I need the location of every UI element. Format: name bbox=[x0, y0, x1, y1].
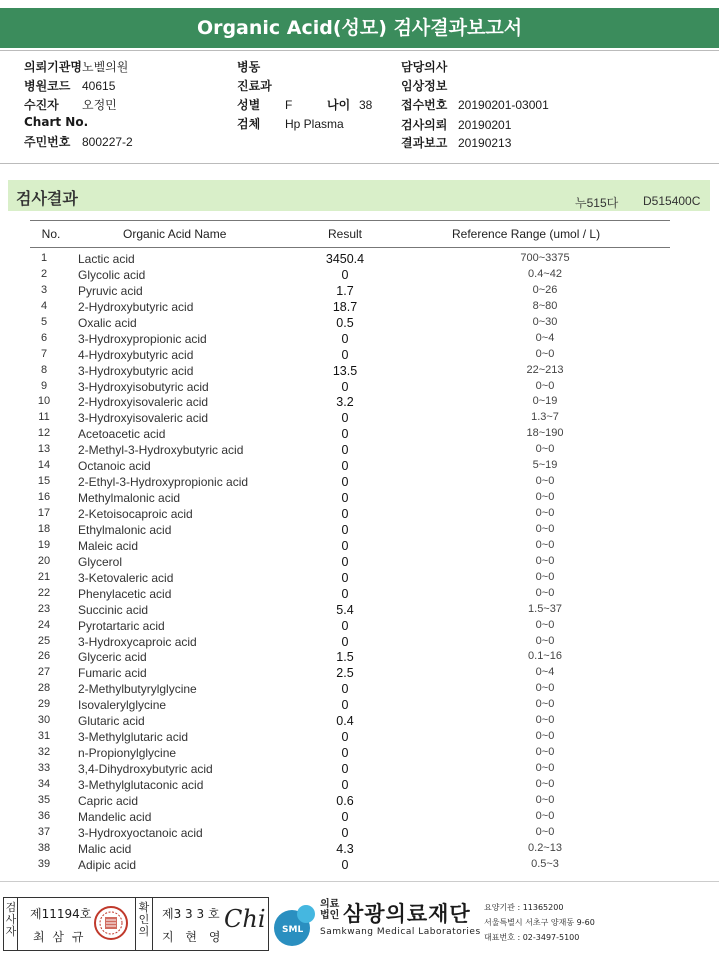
col-header-name: Organic Acid Name bbox=[123, 227, 227, 241]
org-name: 삼광의료재단 bbox=[343, 902, 471, 926]
row-no: 17 bbox=[37, 507, 51, 519]
row-reference-range: 0~0 bbox=[535, 698, 555, 711]
sex-value: F bbox=[285, 98, 293, 112]
row-result: 0 bbox=[341, 586, 349, 601]
row-result: 0 bbox=[341, 746, 349, 761]
row-no: 22 bbox=[37, 586, 51, 599]
row-result: 0 bbox=[341, 347, 349, 362]
row-no: 12 bbox=[37, 427, 51, 440]
ward-label-text: 병동 bbox=[237, 60, 261, 74]
confirmer-label: 확 인 의 bbox=[138, 901, 150, 938]
row-no: 13 bbox=[37, 443, 51, 456]
row-reference-range: 18~190 bbox=[526, 427, 564, 440]
row-no: 8 bbox=[40, 363, 48, 376]
row-acid-name: 3-Hydroxyisobutyric acid bbox=[78, 379, 209, 394]
row-no: 28 bbox=[37, 682, 51, 695]
row-no: 35 bbox=[37, 793, 51, 806]
row-acid-name: Phenylacetic acid bbox=[78, 586, 172, 601]
row-no: 11 bbox=[38, 411, 50, 424]
row-reference-range: 0~0 bbox=[535, 347, 555, 360]
table-row bbox=[0, 393, 719, 409]
row-reference-range: 0~30 bbox=[532, 315, 558, 328]
row-no: 15 bbox=[37, 475, 51, 488]
row-result: 0 bbox=[341, 682, 349, 697]
table-row bbox=[0, 856, 719, 872]
col-header-result: Result bbox=[327, 227, 362, 241]
row-reference-range: 0~0 bbox=[535, 379, 555, 392]
row-no: 29 bbox=[37, 698, 51, 711]
row-result: 2.5 bbox=[336, 666, 354, 681]
table-row bbox=[0, 282, 719, 298]
row-acid-name: Ethylmalonic acid bbox=[78, 522, 172, 537]
row-reference-range: 0~4 bbox=[535, 331, 555, 344]
examiner-name: 최 삼 규 bbox=[33, 930, 86, 944]
col-header-ref: Reference Range (umol / L) bbox=[452, 227, 601, 241]
resident-no-value: 800227-2 bbox=[82, 135, 133, 149]
row-reference-range: 0~0 bbox=[535, 793, 555, 806]
row-reference-range: 0~0 bbox=[535, 507, 555, 519]
row-acid-name: Capric acid bbox=[78, 793, 139, 808]
row-acid-name: Methylmalonic acid bbox=[78, 491, 181, 506]
table-row bbox=[0, 409, 719, 425]
header-field-specimen bbox=[237, 115, 344, 132]
row-result: 0 bbox=[341, 762, 349, 776]
table-row bbox=[0, 266, 719, 282]
row-reference-range: 0~0 bbox=[535, 554, 555, 567]
table-row bbox=[0, 473, 719, 489]
report-label: 결과보고 bbox=[401, 136, 448, 150]
row-result: 1.5 bbox=[336, 650, 354, 665]
header-field-sex bbox=[237, 96, 372, 113]
row-result: 0 bbox=[341, 730, 349, 745]
row-result: 18.7 bbox=[332, 299, 358, 314]
row-acid-name: Pyrotartaric acid bbox=[78, 618, 165, 633]
results-table-body bbox=[0, 250, 719, 872]
receipt-value: 20190201-03001 bbox=[458, 98, 549, 112]
row-no: 34 bbox=[37, 777, 51, 790]
row-result: 0 bbox=[341, 825, 349, 840]
row-reference-range: 700~3375 bbox=[520, 252, 570, 264]
col-header-no: No. bbox=[41, 227, 61, 241]
institution-number: 요양기관 : 11365200 bbox=[484, 903, 564, 912]
row-no: 20 bbox=[37, 554, 51, 567]
row-reference-range: 0~0 bbox=[535, 586, 555, 599]
table-row bbox=[0, 601, 719, 617]
row-reference-range: 0~26 bbox=[532, 283, 558, 296]
row-result: 0 bbox=[341, 331, 349, 346]
resident-no-label: 주민번호 bbox=[24, 135, 71, 149]
row-no: 6 bbox=[40, 331, 48, 344]
table-bottom-rule bbox=[0, 881, 719, 882]
row-result: 0 bbox=[341, 777, 349, 792]
row-reference-range: 0~0 bbox=[535, 714, 555, 727]
row-reference-range: 0~0 bbox=[535, 682, 555, 695]
confirmer-id: 제3 3 3 호 bbox=[162, 907, 220, 921]
examiner-id: 제11194호 bbox=[30, 907, 92, 921]
report-title: Organic Acid(성모) 검사결과보고서 bbox=[0, 8, 719, 48]
row-result: 0 bbox=[341, 475, 349, 490]
age-label: 나이 bbox=[327, 98, 351, 112]
row-no: 5 bbox=[40, 315, 48, 328]
row-result: 0 bbox=[341, 459, 349, 474]
row-result: 0 bbox=[341, 698, 349, 713]
row-no: 7 bbox=[40, 347, 48, 360]
row-acid-name: 2-Ethyl-3-Hydroxypropionic acid bbox=[78, 475, 249, 490]
table-row bbox=[0, 760, 719, 776]
row-reference-range: 0.2~13 bbox=[528, 841, 562, 854]
sig-divider-2 bbox=[135, 897, 136, 951]
table-row bbox=[0, 330, 719, 346]
row-result: 4.3 bbox=[336, 841, 354, 856]
row-reference-range: 0~0 bbox=[535, 809, 555, 822]
sml-logo-text: SML bbox=[282, 925, 304, 935]
patient-value: 오정민 bbox=[82, 98, 117, 112]
row-reference-range: 0~0 bbox=[535, 570, 555, 583]
table-row bbox=[0, 441, 719, 457]
table-row bbox=[0, 346, 719, 362]
row-reference-range: 0~0 bbox=[535, 730, 555, 743]
doctor-label bbox=[401, 58, 447, 75]
header-field-report bbox=[401, 134, 511, 151]
header-divider bbox=[0, 163, 719, 164]
row-acid-name: Maleic acid bbox=[78, 538, 139, 553]
row-reference-range: 0~0 bbox=[535, 618, 555, 631]
row-result: 0 bbox=[341, 618, 349, 633]
table-header-rule bbox=[30, 247, 670, 248]
row-no: 9 bbox=[40, 379, 48, 392]
row-acid-name: Glyceric acid bbox=[78, 650, 147, 665]
table-row bbox=[0, 664, 719, 680]
row-reference-range: 22~213 bbox=[526, 363, 564, 376]
header-field-institution bbox=[24, 58, 128, 75]
row-reference-range: 1.5~37 bbox=[528, 602, 562, 615]
row-reference-range: 0~0 bbox=[535, 762, 555, 774]
row-no: 18 bbox=[37, 522, 51, 535]
row-reference-range: 0~0 bbox=[535, 746, 555, 759]
row-result: 0.5 bbox=[336, 315, 354, 330]
signature: Chi bbox=[224, 905, 266, 933]
row-reference-range: 0~0 bbox=[535, 825, 555, 838]
row-result: 0 bbox=[341, 411, 349, 426]
specimen-value: Hp Plasma bbox=[285, 117, 344, 131]
org-phone: 대표번호 : 02-3497-5100 bbox=[484, 933, 580, 942]
table-row bbox=[0, 712, 719, 728]
row-result: 13.5 bbox=[332, 363, 358, 378]
sex-label: 성별 bbox=[237, 98, 261, 112]
row-no: 19 bbox=[37, 538, 51, 551]
row-acid-name: 3-Ketovaleric acid bbox=[78, 570, 174, 585]
org-prefix: 의료법인 bbox=[320, 899, 340, 921]
row-result: 0 bbox=[341, 570, 349, 585]
row-no: 38 bbox=[37, 841, 51, 854]
row-result: 0 bbox=[341, 809, 349, 824]
row-acid-name: Glycerol bbox=[78, 554, 123, 569]
row-result: 5.4 bbox=[336, 602, 354, 617]
row-acid-name: 2-Hydroxyisovaleric acid bbox=[78, 395, 209, 410]
header-field-resident-no bbox=[24, 133, 133, 150]
row-result: 0.6 bbox=[336, 793, 354, 808]
row-acid-name: Octanoic acid bbox=[78, 459, 151, 474]
row-no: 23 bbox=[37, 602, 51, 615]
table-row bbox=[0, 824, 719, 840]
seal-stamp-icon bbox=[93, 905, 129, 941]
row-reference-range: 0.1~16 bbox=[528, 650, 562, 663]
row-acid-name: 3,4-Dihydroxybutyric acid bbox=[78, 762, 213, 776]
row-reference-range: 0.4~42 bbox=[528, 267, 562, 280]
row-result: 0 bbox=[341, 554, 349, 569]
table-row bbox=[0, 457, 719, 473]
row-no: 39 bbox=[37, 857, 51, 870]
row-acid-name: 3-Hydroxybutyric acid bbox=[78, 363, 194, 378]
header-field-receipt bbox=[401, 96, 549, 113]
table-row bbox=[0, 505, 719, 521]
row-acid-name: Oxalic acid bbox=[78, 315, 137, 330]
row-acid-name: 2-Methylbutyrylglycine bbox=[78, 682, 197, 697]
row-acid-name: 3-Hydroxypropionic acid bbox=[78, 331, 207, 346]
row-acid-name: Malic acid bbox=[78, 841, 132, 856]
row-acid-name: 2-Ketoisocaproic acid bbox=[78, 507, 193, 521]
table-row bbox=[0, 489, 719, 505]
specimen-label: 검체 bbox=[237, 117, 261, 131]
row-no: 14 bbox=[37, 459, 51, 472]
row-acid-name: n-Propionylglycine bbox=[78, 746, 177, 761]
row-no: 24 bbox=[37, 618, 51, 631]
examiner-label: 검 사 자 bbox=[5, 901, 17, 938]
table-row bbox=[0, 585, 719, 601]
row-acid-name: 2-Methyl-3-Hydroxybutyric acid bbox=[78, 443, 244, 458]
table-row bbox=[0, 314, 719, 330]
row-reference-range: 0~0 bbox=[535, 475, 555, 488]
table-row bbox=[0, 680, 719, 696]
row-no: 10 bbox=[37, 395, 51, 408]
row-reference-range: 0.5~3 bbox=[531, 857, 559, 870]
row-result: 0 bbox=[341, 443, 349, 458]
row-acid-name: 3-Hydroxyoctanoic acid bbox=[78, 825, 203, 840]
row-result: 0 bbox=[341, 267, 349, 282]
row-no: 26 bbox=[37, 650, 51, 663]
row-acid-name: Acetoacetic acid bbox=[78, 427, 166, 442]
row-no: 30 bbox=[37, 714, 51, 727]
row-acid-name: Isovalerylglycine bbox=[78, 698, 167, 713]
row-no: 32 bbox=[37, 746, 51, 759]
test-code: D515400C bbox=[643, 194, 701, 208]
age-value: 38 bbox=[359, 98, 373, 112]
row-acid-name: 3-Methylglutaconic acid bbox=[78, 777, 204, 792]
row-no: 4 bbox=[40, 299, 48, 312]
table-row bbox=[0, 425, 719, 441]
row-result: 0 bbox=[341, 634, 349, 649]
row-no: 25 bbox=[37, 634, 51, 647]
request-value: 20190201 bbox=[458, 118, 512, 132]
row-acid-name: Adipic acid bbox=[78, 857, 137, 872]
sml-logo-icon bbox=[272, 900, 320, 948]
row-result: 3450.4 bbox=[325, 252, 365, 266]
row-reference-range: 0~0 bbox=[535, 522, 555, 535]
row-no: 27 bbox=[37, 666, 51, 679]
table-top-rule bbox=[30, 220, 670, 221]
header-field-hospital-code bbox=[24, 77, 115, 94]
row-reference-range: 5~19 bbox=[532, 459, 558, 472]
row-acid-name: 2-Hydroxybutyric acid bbox=[78, 299, 194, 314]
row-result: 0 bbox=[341, 857, 349, 872]
row-no: 33 bbox=[37, 762, 51, 774]
row-result: 0 bbox=[341, 427, 349, 442]
table-row bbox=[0, 633, 719, 649]
patient-label: 수진자 bbox=[24, 98, 59, 112]
row-reference-range: 0~4 bbox=[535, 666, 555, 679]
row-reference-range: 0~0 bbox=[535, 491, 555, 504]
row-result: 0.4 bbox=[336, 714, 354, 729]
row-reference-range: 0~0 bbox=[535, 538, 555, 551]
doctor-label-text: 담당의사 bbox=[401, 60, 448, 74]
row-acid-name: 4-Hydroxybutyric acid bbox=[78, 347, 194, 362]
request-label: 검사의뢰 bbox=[401, 118, 448, 132]
row-result: 0 bbox=[341, 538, 349, 553]
row-acid-name: Fumaric acid bbox=[78, 666, 147, 681]
row-acid-name: Mandelic acid bbox=[78, 809, 152, 824]
row-acid-name: Glutaric acid bbox=[78, 714, 145, 729]
row-reference-range: 0~19 bbox=[532, 395, 558, 408]
receipt-label: 접수번호 bbox=[401, 98, 448, 112]
table-row bbox=[0, 521, 719, 537]
table-row bbox=[0, 744, 719, 760]
table-row bbox=[0, 648, 719, 664]
row-no: 37 bbox=[37, 825, 51, 838]
row-acid-name: 3-Hydroxyisovaleric acid bbox=[78, 411, 209, 426]
row-reference-range: 8~80 bbox=[532, 299, 558, 312]
table-row bbox=[0, 776, 719, 792]
row-no: 2 bbox=[40, 267, 48, 280]
report-value: 20190213 bbox=[458, 136, 512, 150]
institution-value: 노벨의원 bbox=[82, 60, 129, 74]
ward-label bbox=[237, 58, 260, 75]
clinical-label-text: 임상정보 bbox=[401, 79, 448, 93]
results-section-title: 검사결과 bbox=[16, 189, 78, 208]
header-field-chart-no bbox=[24, 115, 89, 129]
header-field-patient bbox=[24, 96, 117, 113]
header-field-request bbox=[401, 116, 511, 133]
row-reference-range: 0~0 bbox=[535, 634, 555, 647]
chart-no-label: Chart No. bbox=[24, 115, 89, 129]
org-address: 서울특별시 서초구 양재동 9-60 bbox=[484, 918, 595, 927]
row-no: 36 bbox=[37, 809, 51, 822]
row-acid-name: Glycolic acid bbox=[78, 267, 146, 282]
row-acid-name: 3-Methylglutaric acid bbox=[78, 730, 189, 745]
table-row bbox=[0, 250, 719, 266]
row-result: 0 bbox=[341, 491, 349, 506]
row-no: 1 bbox=[40, 252, 48, 264]
row-no: 31 bbox=[37, 730, 51, 743]
row-reference-range: 0~0 bbox=[535, 443, 555, 456]
confirmer-name: 지 현 영 bbox=[162, 930, 225, 944]
table-row bbox=[0, 808, 719, 824]
table-row bbox=[0, 378, 719, 394]
table-row bbox=[0, 617, 719, 633]
row-no: 21 bbox=[37, 570, 51, 583]
table-row bbox=[0, 569, 719, 585]
org-english-name: Samkwang Medical Laboratories bbox=[320, 927, 481, 937]
table-row bbox=[0, 298, 719, 314]
row-result: 0 bbox=[341, 522, 349, 537]
hospital-code-label: 병원코드 bbox=[24, 79, 71, 93]
row-reference-range: 0~0 bbox=[535, 777, 555, 790]
row-result: 3.2 bbox=[336, 395, 354, 410]
table-row bbox=[0, 792, 719, 808]
row-no: 3 bbox=[40, 283, 48, 296]
table-row bbox=[0, 840, 719, 856]
row-acid-name: Lactic acid bbox=[78, 252, 135, 266]
row-result: 1.7 bbox=[336, 283, 354, 298]
row-acid-name: Pyruvic acid bbox=[78, 283, 143, 298]
dept-label-text: 진료과 bbox=[237, 79, 272, 93]
table-row bbox=[0, 728, 719, 744]
row-result: 0 bbox=[341, 379, 349, 394]
row-no: 16 bbox=[37, 491, 51, 504]
hospital-code-value: 40615 bbox=[82, 79, 116, 93]
row-acid-name: 3-Hydroxycaproic acid bbox=[78, 634, 197, 649]
table-row bbox=[0, 537, 719, 553]
table-row bbox=[0, 362, 719, 378]
table-row bbox=[0, 553, 719, 569]
sig-divider-3 bbox=[152, 897, 153, 951]
row-reference-range: 1.3~7 bbox=[531, 411, 559, 424]
test-code-korean: 누515다 bbox=[575, 196, 619, 210]
row-acid-name: Succinic acid bbox=[78, 602, 149, 617]
dept-label bbox=[237, 77, 272, 94]
title-divider bbox=[0, 50, 719, 51]
row-result: 0 bbox=[341, 507, 349, 521]
table-row bbox=[0, 696, 719, 712]
institution-label: 의뢰기관명 bbox=[24, 60, 82, 74]
clinical-label bbox=[401, 77, 447, 94]
